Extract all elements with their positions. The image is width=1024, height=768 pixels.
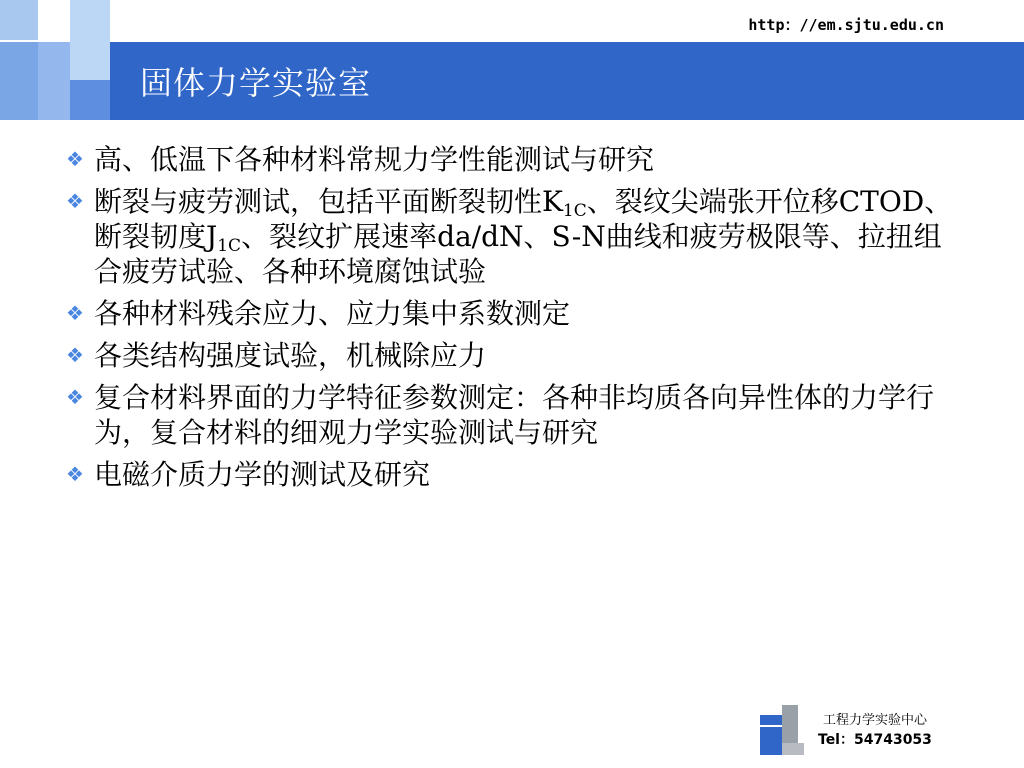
list-item	[66, 296, 966, 331]
lab-logo-icon	[760, 705, 808, 757]
footer	[818, 712, 932, 750]
four-diamond-icon: ❖	[66, 343, 84, 367]
decor-square	[0, 0, 38, 40]
header-url[interactable]: http：//em.sjtu.edu.cn	[748, 16, 944, 34]
four-diamond-icon: ❖	[66, 301, 84, 325]
text-segment: 、裂纹扩展速率da/dN、S-N曲线和疲劳极限等、拉扭组合疲劳试验、各种环境腐蚀试验	[94, 220, 942, 288]
subscript: 1C	[562, 201, 587, 221]
four-diamond-icon: ❖	[66, 462, 84, 486]
text-segment: 断裂与疲劳测试，包括平面断裂韧性K	[94, 185, 563, 218]
decor-square	[38, 42, 70, 120]
four-diamond-icon: ❖	[66, 385, 84, 409]
footer-center-name: 工程力学实验中心	[822, 713, 927, 728]
list-item-text: 各类结构强度试验，机械除应力	[94, 339, 487, 372]
decor-square	[70, 80, 110, 120]
list-item	[66, 457, 966, 492]
bullet-list	[66, 142, 966, 499]
list-item-text: 高、低温下各种材料常规力学性能测试与研究	[94, 143, 655, 176]
list-item-text: 各种材料残余应力、应力集中系数测定	[94, 297, 571, 330]
list-item	[66, 380, 966, 450]
list-item-text: 电磁介质力学的测试及研究	[94, 458, 431, 491]
text-segment: 、裂纹尖端张开位移CTOD、断裂韧度J	[94, 185, 953, 253]
list-item	[66, 142, 966, 177]
subscript: 1C	[217, 236, 242, 256]
list-item	[66, 338, 966, 373]
footer-telephone: Tel：54743053	[818, 732, 932, 748]
four-diamond-icon: ❖	[66, 189, 84, 213]
decor-square	[70, 0, 110, 80]
list-item-text: 复合材料界面的力学特征参数测定：各种非均质各向异性体的力学行为，复合材料的细观力学实验测试与研究	[94, 381, 935, 449]
list-item-text	[94, 184, 966, 289]
slide-title: 固体力学实验室	[140, 64, 372, 102]
four-diamond-icon: ❖	[66, 147, 84, 171]
list-item	[66, 184, 966, 289]
